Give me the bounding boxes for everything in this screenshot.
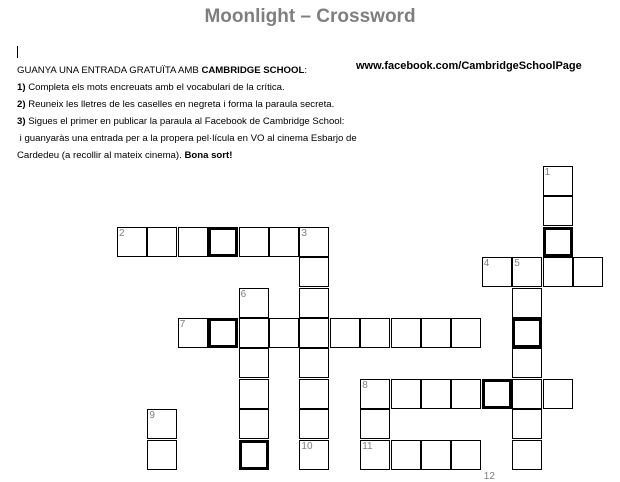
crossword-cell[interactable] <box>147 227 177 257</box>
secret-letter-cell[interactable] <box>543 227 573 257</box>
crossword-cell[interactable] <box>239 318 269 348</box>
crossword-cell[interactable] <box>512 379 542 409</box>
secret-letter-cell[interactable] <box>482 379 512 409</box>
crossword-cell[interactable] <box>360 318 390 348</box>
clue-number: 11 <box>362 440 373 452</box>
crossword-cell[interactable] <box>299 318 329 348</box>
crossword-cell[interactable] <box>299 379 329 409</box>
clue-number: 9 <box>149 410 155 422</box>
crossword-cell[interactable] <box>451 379 481 409</box>
crossword-cell[interactable] <box>299 288 329 318</box>
clue-number: 7 <box>179 319 186 330</box>
step-2 <box>17 96 417 113</box>
facebook-url[interactable]: www.facebook.com/CambridgeSchoolPage <box>356 60 582 72</box>
crossword-cell[interactable] <box>299 348 329 378</box>
crossword-cell[interactable] <box>512 440 542 470</box>
crossword-cell[interactable] <box>269 227 299 257</box>
step-1-number: 1) <box>17 82 26 93</box>
instructions <box>17 62 417 164</box>
crossword-cell[interactable] <box>239 227 269 257</box>
secret-letter-cell[interactable] <box>208 318 238 348</box>
crossword-cell[interactable] <box>512 348 542 378</box>
crossword-cell[interactable] <box>543 257 573 287</box>
school-name: CAMBRIDGE SCHOOL <box>201 65 305 76</box>
step-3-number: 3) <box>17 116 26 127</box>
closing-line <box>17 147 417 164</box>
secret-letter-cell[interactable] <box>512 318 542 348</box>
clue-number: 3 <box>301 227 307 239</box>
secret-letter-cell[interactable] <box>208 227 238 257</box>
clue-number: 8 <box>362 379 368 391</box>
intro-colon: : <box>304 65 307 76</box>
secret-letter-cell[interactable] <box>239 440 269 470</box>
crossword-cell[interactable] <box>239 348 269 378</box>
crossword-cell[interactable] <box>391 440 421 470</box>
crossword-cell[interactable] <box>147 440 177 470</box>
crossword-cell[interactable] <box>421 379 451 409</box>
step-3-text: Sigues el primer en publicar la paraula al Facebook de Cambridge School: <box>25 116 345 127</box>
crossword-cell[interactable] <box>512 288 542 318</box>
clue-number: 1 <box>544 167 551 178</box>
clue-number: 5 <box>514 258 520 270</box>
clue-number: 6 <box>240 288 247 300</box>
crossword-cell[interactable] <box>512 409 542 439</box>
step-3 <box>17 113 417 130</box>
prize-line: i guanyaràs una entrada per a la propera pel·lícula en VO al cinema Esbarjo de <box>17 133 357 144</box>
crossword-cell[interactable] <box>451 318 481 348</box>
step-2-text: Reuneix les lletres de les caselles en negreta i forma la paraula secreta. <box>25 99 335 110</box>
step-1-text: Completa els mots encreuats amb el vocabulari de la crítica. <box>25 82 285 93</box>
crossword-cell[interactable] <box>269 318 299 348</box>
crossword-cell[interactable] <box>451 440 481 470</box>
crossword-cell[interactable] <box>573 257 603 287</box>
crossword-cell[interactable] <box>299 257 329 287</box>
crossword-cell[interactable] <box>421 318 451 348</box>
crossword-cell[interactable] <box>543 379 573 409</box>
crossword-cell[interactable] <box>239 379 269 409</box>
closing-text: Cardedeu (a recollir al mateix cinema). <box>17 150 185 161</box>
text-cursor <box>17 46 18 58</box>
step-2-number: 2) <box>17 99 26 110</box>
crossword-cell[interactable] <box>543 196 573 226</box>
clue-number: 2 <box>119 227 125 239</box>
clue-number: 10 <box>301 440 313 452</box>
clue-number: 12 <box>483 471 495 482</box>
crossword-cell[interactable] <box>421 440 451 470</box>
crossword-cell[interactable] <box>178 227 208 257</box>
crossword-cell[interactable] <box>299 409 329 439</box>
step-1 <box>17 79 417 96</box>
crossword-cell[interactable] <box>330 318 360 348</box>
crossword-cell[interactable] <box>391 318 421 348</box>
crossword-cell[interactable] <box>391 379 421 409</box>
crossword-cell[interactable] <box>360 409 390 439</box>
crossword-cell[interactable] <box>239 409 269 439</box>
good-luck: Bona sort! <box>184 150 233 161</box>
clue-number: 4 <box>483 258 490 270</box>
intro-text: GUANYA UNA ENTRADA GRATUÏTA AMB <box>17 65 202 76</box>
page-title: Moonlight – Crossword <box>204 6 416 27</box>
